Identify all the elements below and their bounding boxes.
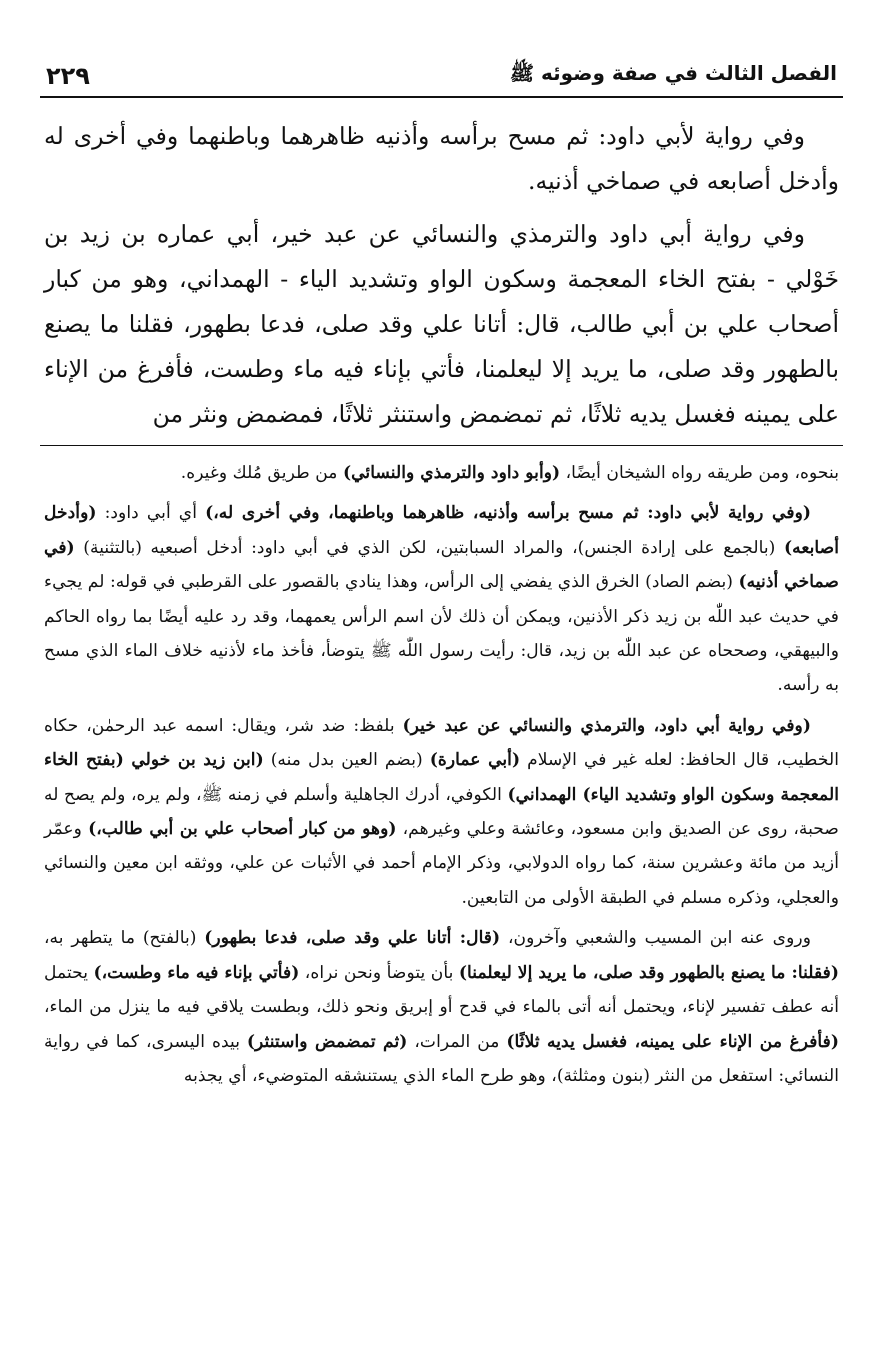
quoted-text: (قال: أتانا علي وقد صلى، فدعا بطهور) [204,928,501,949]
commentary-paragraph [44,496,839,702]
separator-rule [40,445,843,446]
commentary-text: (بضم الصاد) الخرق الذي يفضي إلى الرأس، وهذا ينادي بالقصور على القرطبي في قوله: لم يجيء في حديث عبد اللّٰه بن زيد ذكر الأذنين، ويمكن أن ذلك لأن اسم الرأس يعمهما، وقد رد عليه أيضًا بما رواه الحاكم والبيهقي، وصححاه عن عبد اللّٰه بن زيد، قال: رأيت رسول اللّٰه ﷺ يتوضأ، فأخذ ماء لأذنيه خلاف الماء الذي مسح به رأسه. [44,572,839,696]
page-number: ٢٢٩ [46,62,90,90]
quoted-text: (ثم تمضمض واستنثر) [246,1031,408,1052]
quoted-text: (ابن زيد بن خولي (بفتح الخاء المعجمة وسكون الواو وتشديد الياء) الهمداني) [44,750,840,805]
main-paragraph: وفي رواية لأبي داود: ثم مسح برأسه وأذنيه ظاهرهما وباطنهما وفي أخرى له وأدخل أصابعه في صماخي أذنيه. [44,122,839,195]
commentary-text: وروى عنه ابن المسيب والشعبي وآخرون، [500,928,811,949]
page-header [40,40,843,98]
quoted-text: (فأتي بإناء فيه ماء وطست،) [93,962,300,983]
commentary-text: يحتمل أنه عطف تفسير لإناء، ويحتمل أنه أتى بالماء في قدح أو إبريق ونحو ذلك، وبطست يلاقي فيه ما ينزل من الماء، [44,962,839,1018]
quoted-text: (أبي عمارة) [429,750,521,771]
commentary-text: (بالجمع على إرادة الجنس)، والمراد السبابتين، لكن الذي في أبي داود: أدخل أصبعيه (بالتثنية) [74,537,784,558]
commentary-paragraph [44,921,839,1093]
main-paragraph: وفي رواية أبي داود والترمذي والنسائي عن عبد خير، أبي عماره بن زيد بن خَوْلي - بفتح الخاء المعجمة وسكون الواو وتشديد الياء - الهمداني، وهو من كبار أصحاب علي بن أبي طالب، قال: أتانا علي وقد صلى، فدعا بطهور، فقلنا ما يصنع بالطهور وقد صلى، ما يريد إلا ليعلمنا، فأتي بإناء فيه ماء وطست، فأفرغ من الإناء على يمينه فغسل يديه ثلاثًا، ثم تمضمض واستنثر ثلاثًا، فمضمض ونثر من [44,220,839,428]
chapter-title: الفصل الثالث في صفة وضوئه ﷺ [509,61,837,85]
commentary-text: بأن يتوضأ ونحن نراه، [299,962,459,983]
commentary-text: بلفظ: ضد شر، ويقال: اسمه عبد الرحمٰن، حكاه الخطيب، قال الحافظ: لعله غير في الإسلام [44,715,839,771]
commentary-text: الكوفي، أدرك الجاهلية وأسلم في زمنه ﷺ، ولم يره، ولم يصح له صحبة، روى عن الصديق وابن مسعود، وعائشة وعلي وغيرهم، [44,784,839,840]
commentary-text: وعمّر أزيد من مائة وعشرين سنة، كما رواه الدولابي، وذكر الإمام أحمد في الأثبات عن علي، ووثقه ابن معين والنسائي والعجلي، وذكره مسلم في الطبقة الأولى من التابعين. [44,819,839,908]
commentary [40,456,843,1093]
commentary-paragraph [44,709,839,915]
commentary-text: من طريق مُلك وغيره. [180,463,343,483]
commentary-text: بنحوه، ومن طريقه رواه الشيخان أيضًا، [560,463,839,483]
quoted-text: (وفي رواية لأبي داود: ثم مسح برأسه وأذنيه، ظاهرهما وباطنهما، وفي أخرى له،) [205,503,812,524]
quoted-text: (وأبو داود والترمذي والنسائي) [342,463,561,483]
quoted-text: (فقلنا: ما يصنع بالطهور وقد صلى، ما يريد إلا ليعلمنا) [458,962,840,983]
quoted-text: (وفي رواية أبي داود، والترمذي والنسائي عن عبد خير) [402,715,811,736]
commentary-paragraph [44,456,839,490]
commentary-text: من المرات، [407,1031,507,1052]
quoted-text: (وأدخل أصابعه) [44,503,839,558]
main-text [40,114,843,437]
commentary-text: (بضم العين بدل منه) [263,750,430,771]
quoted-text: (وهو من كبار أصحاب علي بن أبي طالب،) [88,819,397,840]
commentary-text: (بالفتح) ما يتطهر به، [44,928,205,949]
quoted-text: (في صماخي أذنيه) [44,537,839,593]
commentary-text: أي أبي داود: [96,503,206,524]
quoted-text: (فأفرغ من الإناء على يمينه، فغسل يديه ثلاثًا) [506,1031,840,1052]
commentary-text: بيده اليسرى، كما في رواية النسائي: استفعل من النثر (بنون ومثلثة)، وهو طرح الماء الذي يستنشقه المتوضيء، أي يجذبه [44,1031,839,1086]
